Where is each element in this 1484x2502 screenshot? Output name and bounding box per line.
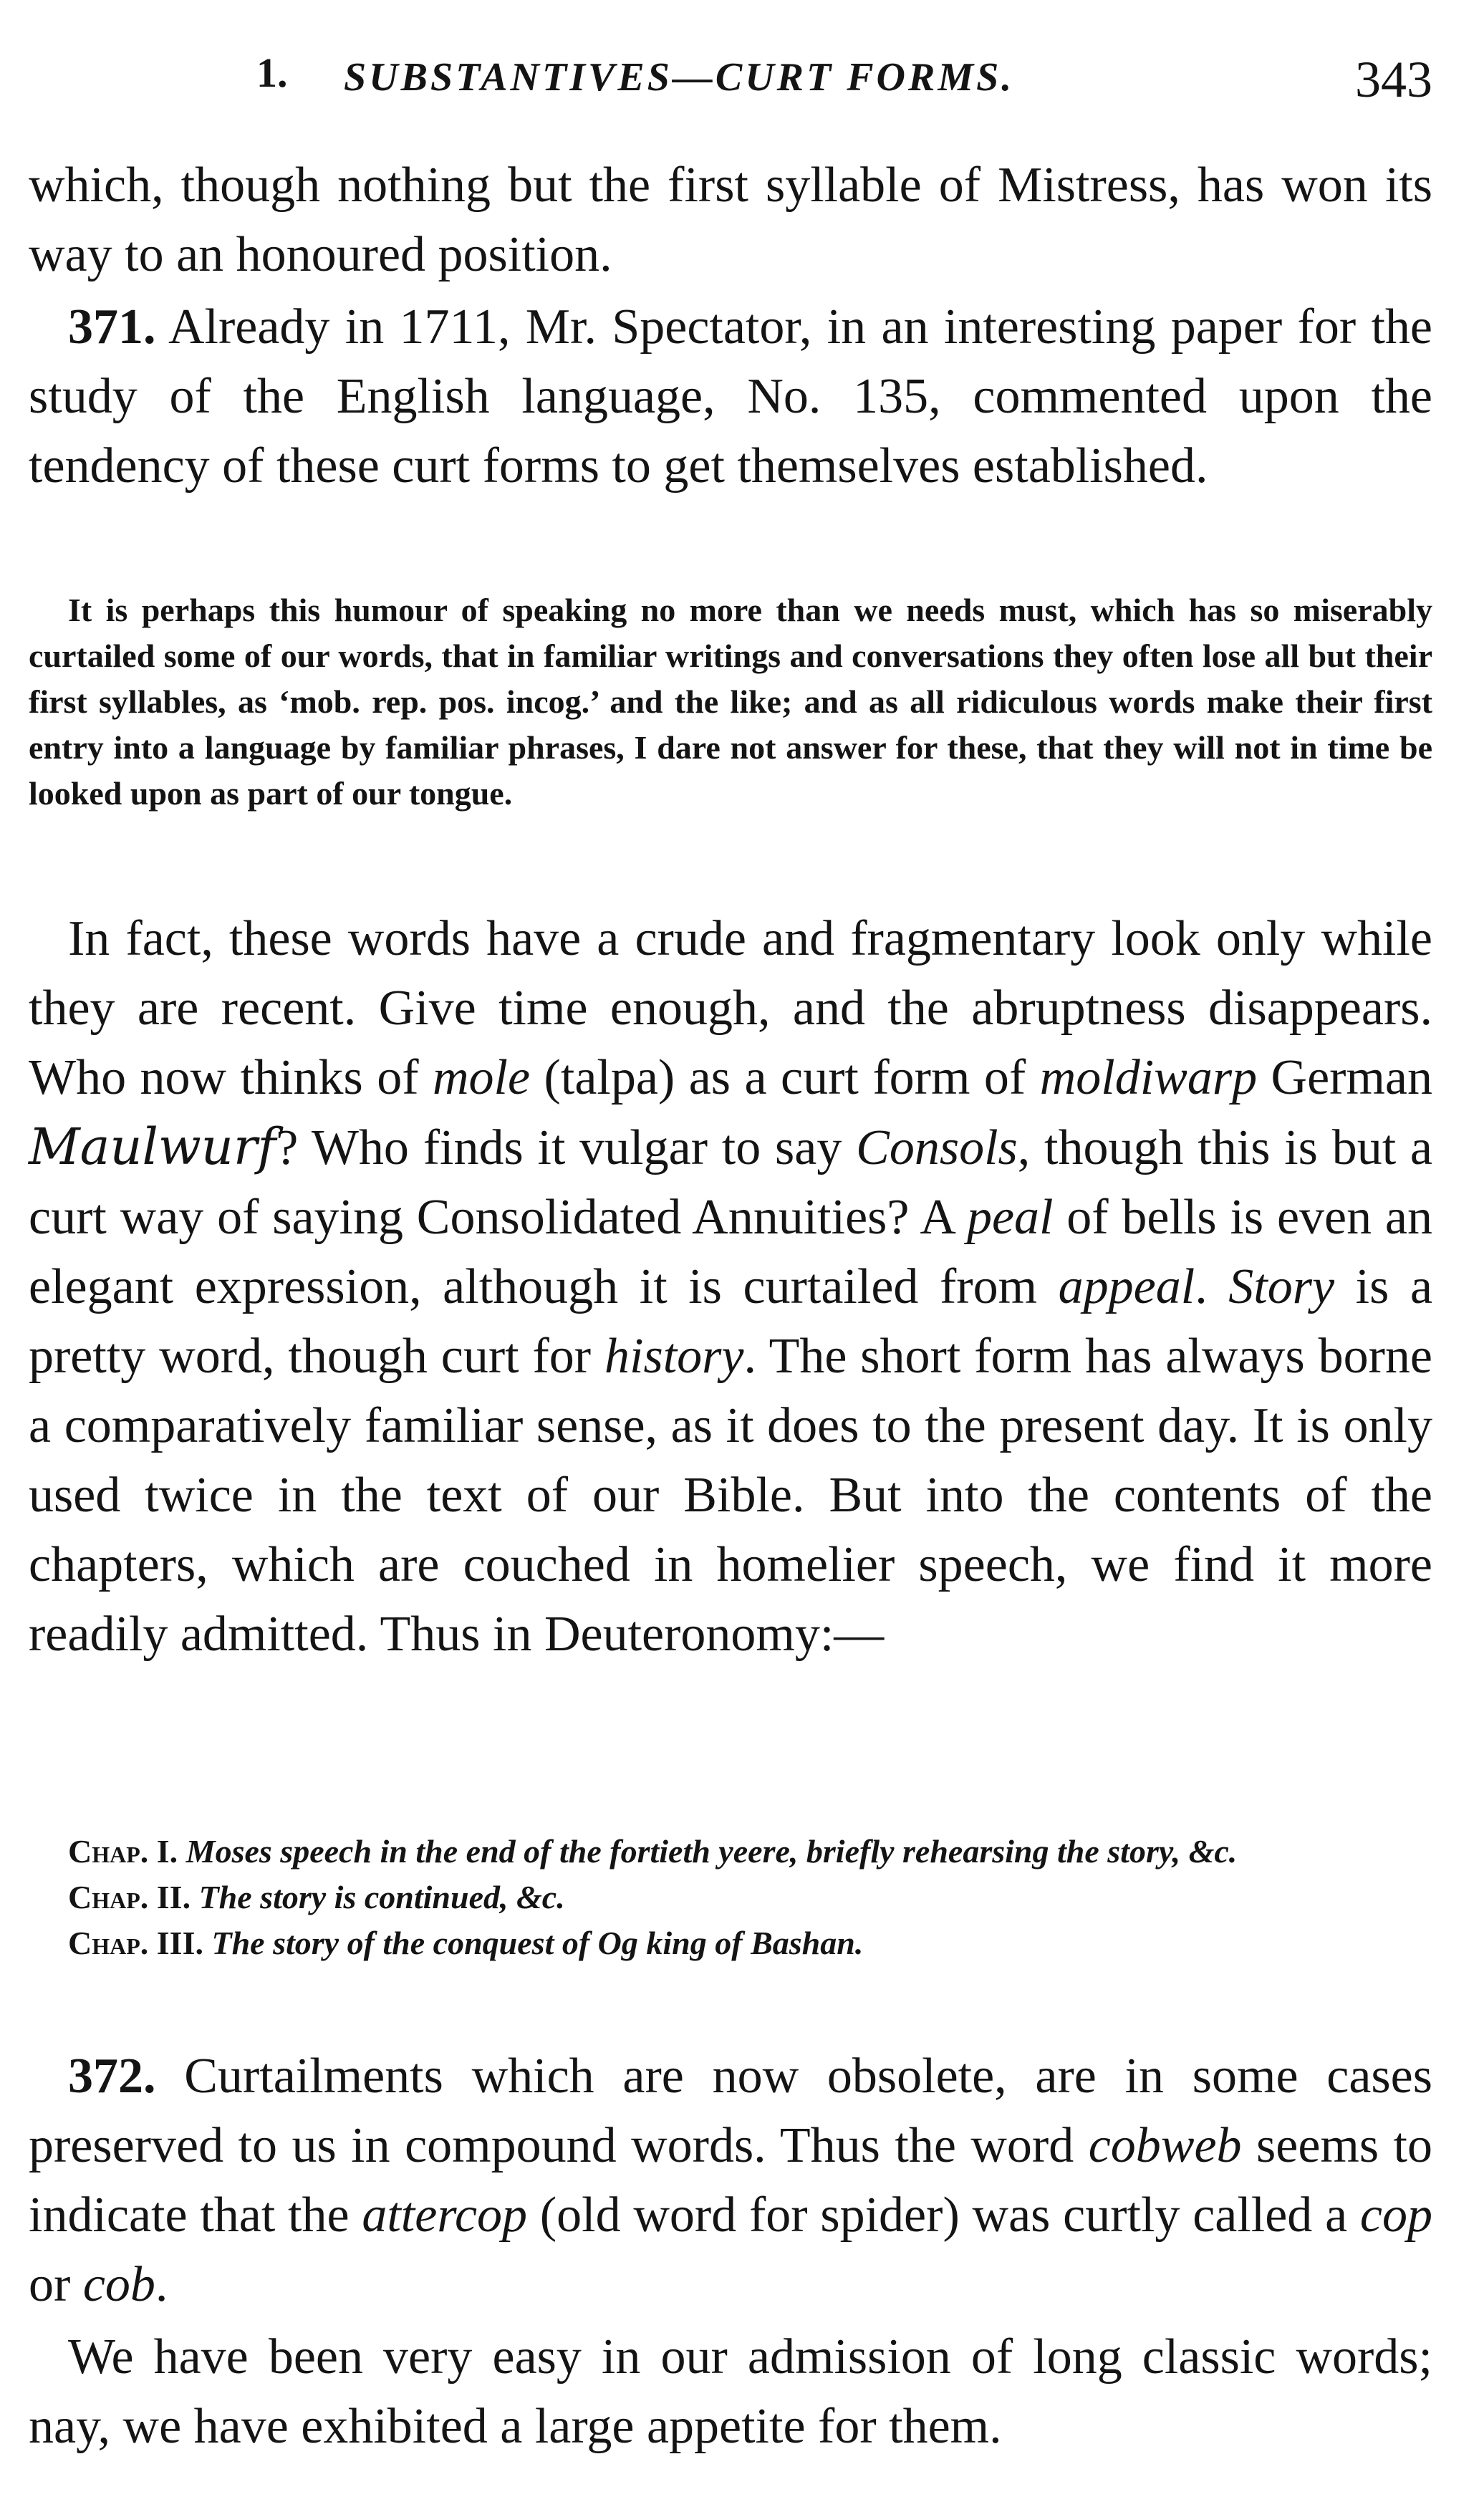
text-run: ? Who finds it vulgar to say (276, 1120, 857, 1175)
spectator-quotation (29, 587, 1432, 817)
word-moldiwarp: moldiwarp (1039, 1050, 1258, 1105)
quotation-text: It is perhaps this humour of speaking no more than we needs must, which has so miserably curtailed some of our words, that in familiar writings and conversations they often lose all but their first syllables, as ‘mob. rep. pos. incog.’ and the like; and as all ridiculous words make their first entry into a language by familiar phrases, I dare not answer for these, that they will not in time be looked upon as part of our tongue. (29, 592, 1432, 812)
curt-forms-text (29, 904, 1432, 1669)
chapter-entry (29, 1829, 1432, 1875)
word-appeal: appeal (1058, 1259, 1195, 1314)
text-run: . The short form has always borne a comparatively familiar sense, as it does to the present day. It is only used twice in the text of our Bible. But into the contents of the chapters, which are couched in homelier speech, we find it more readily admitted. Thus in Deuteronomy:— (29, 1329, 1432, 1662)
curt-forms-paragraph (29, 904, 1432, 1669)
chapter-label: Chap. I. (68, 1833, 178, 1870)
paragraph-371-text (29, 292, 1432, 501)
chapter-title: The story of the conquest of Og king of Bashan. (211, 1925, 864, 1961)
chapter-title: Moses speech in the end of the fortieth yeere, briefly rehearsing the story, &c. (186, 1833, 1238, 1870)
final-paragraph (29, 2322, 1432, 2461)
deuteronomy-chapter-list (29, 1829, 1432, 1966)
chapter-entry (29, 1875, 1432, 1920)
text-run: . (1195, 1259, 1229, 1314)
paragraph-372-text (29, 2041, 1432, 2319)
word-attercop: attercop (362, 2188, 528, 2243)
text-run: seems to indicate that the (29, 2118, 1432, 2243)
word-cob: cob (82, 2257, 155, 2312)
word-peal: peal (966, 1190, 1054, 1245)
continuation-text: which, though nothing but the first syllable of Mistress, has won its way to an honoured position. (29, 158, 1432, 282)
text-run: In fact, these words have a crude and fragmentary look only while they are recent. Give time enough, and the abruptness disappears. Who now thinks of (29, 911, 1432, 1105)
text-run: (old word for spider) was curtly called a (527, 2188, 1360, 2243)
page-header (29, 36, 1432, 115)
running-title: SUBSTANTIVES—CURT FORMS. (344, 55, 1015, 100)
paragraph-number: 371. (68, 299, 156, 355)
word-consols: Consols (856, 1120, 1018, 1175)
text-run: is a pretty word, though curt for (29, 1259, 1433, 1384)
word-cop: cop (1359, 2188, 1432, 2243)
chapter-entry (29, 1920, 1432, 1966)
final-paragraph-text: We have been very easy in our admission of long classic words; nay, we have exhibited a large appetite for them. (29, 2329, 1432, 2454)
text-run: (talpa) as a curt form of (530, 1050, 1040, 1105)
chapter-label: Chap. II. (68, 1879, 191, 1915)
paragraph-number: 372. (68, 2049, 156, 2104)
word-cobweb: cobweb (1088, 2118, 1242, 2173)
word-maulwurf: Maulwurf (29, 1117, 276, 1176)
text-run: , though this is but a curt way of saying Consolidated Annuities? A (29, 1120, 1433, 1245)
continuation-paragraph (29, 150, 1432, 289)
text-run: German (1257, 1050, 1433, 1105)
paragraph-371-body: Already in 1711, Mr. Spectator, in an interesting paper for the study of the English language, No. 135, commented upon the tendency of these curt forms to get themselves established. (29, 299, 1432, 494)
text-run: of bells is even an elegant expression, although it is curtailed from (29, 1190, 1432, 1314)
chapter-label: Chap. III. (68, 1925, 203, 1961)
paragraph-371 (29, 292, 1432, 501)
word-mole: mole (433, 1050, 531, 1105)
book-page (29, 21, 1432, 2486)
page-number: 343 (1355, 51, 1432, 108)
word-history: history (604, 1329, 744, 1384)
paragraph-372 (29, 2041, 1432, 2319)
section-number: 1. (256, 49, 288, 96)
text-run: Curtailments which are now obsolete, are in some cases preserved to us in compound words. Thus the word (29, 2049, 1432, 2173)
text-run: or (29, 2257, 83, 2312)
text-run: . (155, 2257, 168, 2312)
chapter-title: The story is continued, &c. (198, 1879, 565, 1915)
word-story: Story (1228, 1259, 1335, 1314)
